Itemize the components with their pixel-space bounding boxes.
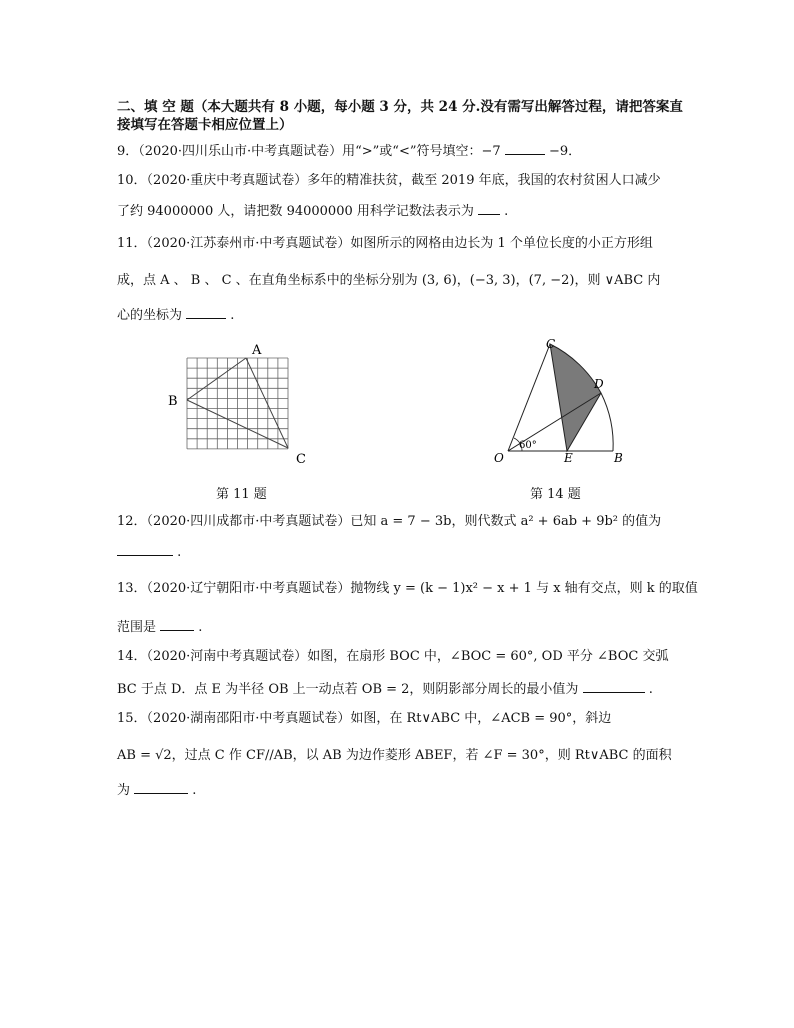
q9-text-a: 9．（2020·四川乐山市·中考真题试卷）用“>”或“<”符号填空：−7 xyxy=(117,144,501,159)
q14-text-a: BC 于点 D．点 E 为半径 OB 上一动点若 OB = 2，则阴影部分周长的最小值为 xyxy=(117,682,579,697)
grid-lines xyxy=(187,358,288,449)
fig14-angle-label: 60° xyxy=(519,440,537,451)
q9-answer-blank[interactable] xyxy=(505,142,545,155)
q11-line1: 11．（2020·江苏泰州市·中考真题试卷）如图所示的网格由边长为 1 个单位长度的小正方形组 xyxy=(117,236,653,251)
q13-line1: 13．（2020·辽宁朝阳市·中考真题试卷）抛物线 y = (k − 1)x² − x + 1 与 x 轴有交点，则 k 的取值 xyxy=(117,581,698,596)
figure-11-grid xyxy=(162,340,312,470)
fig14-label-c: C xyxy=(546,337,556,351)
q15-line3 xyxy=(117,781,196,800)
q15-line1: 15．（2020·湖南邵阳市·中考真题试卷）如图，在 Rt∨ABC 中，∠ACB = 90°，斜边 xyxy=(117,711,612,726)
fig11-label-a: A xyxy=(252,343,262,358)
q13-line2 xyxy=(117,618,202,637)
figure-14-caption: 第 14 题 xyxy=(530,487,581,502)
q11-text-a: 心的坐标为 xyxy=(117,308,183,323)
q11-text-b: . xyxy=(230,308,235,323)
figure-11-caption: 第 11 题 xyxy=(216,487,267,502)
q10-line1: 10．（2020·重庆中考真题试卷）多年的精准扶贫，截至 2019 年底，我国的农村贫困人口减少 xyxy=(117,173,661,188)
q14-line2 xyxy=(117,680,653,699)
q12-text-end: . xyxy=(177,545,182,560)
q15-text-b: . xyxy=(192,783,197,798)
figure-14-sector xyxy=(488,336,638,466)
radius-oc xyxy=(508,344,550,451)
fig14-label-b: B xyxy=(614,451,623,465)
q13-text-b: . xyxy=(198,620,203,635)
section-title-line1: 二、填 空 题（本大题共有 8 小题，每小题 3 分，共 24 分.没有需写出解答过程，请把答案直 xyxy=(117,99,683,115)
triangle-side-ac xyxy=(246,358,288,448)
q15-text-a: 为 xyxy=(117,783,131,798)
q10-text-a: 了约 94000000 人，请把数 94000000 用科学记数法表示为 xyxy=(117,204,474,219)
q12-line2 xyxy=(117,543,181,562)
q13-text-a: 范围是 xyxy=(117,620,157,635)
fig11-label-c: C xyxy=(296,452,306,467)
q14-line1: 14．（2020·河南中考真题试卷）如图，在扇形 BOC 中，∠BOC = 60°, OD 平分 ∠BOC 交弧 xyxy=(117,649,669,664)
q10-line2 xyxy=(117,202,508,221)
q9-text-b: −9． xyxy=(548,144,582,159)
q15-line2: AB = √2，过点 C 作 CF//AB，以 AB 为边作菱形 ABEF，若 ∠F = 30°，则 Rt∨ABC 的面积 xyxy=(117,748,672,763)
q12-answer-blank[interactable] xyxy=(117,543,173,556)
q13-answer-blank[interactable] xyxy=(160,618,194,631)
q15-answer-blank[interactable] xyxy=(134,781,188,794)
section-title-line2: 接填写在答题卡相应位置上） xyxy=(117,117,293,133)
arc-db xyxy=(601,393,613,451)
q10-answer-blank[interactable] xyxy=(478,202,500,215)
q11-line2: 成，点 A 、 B 、 C 、在直角坐标系中的坐标分别为 (3, 6)，(−3, 3)，(7, −2)，则 ∨ABC 内 xyxy=(117,273,661,288)
q14-text-b: . xyxy=(648,682,653,697)
q11-line3 xyxy=(117,306,234,325)
q11-answer-blank[interactable] xyxy=(186,306,226,319)
q14-answer-blank[interactable] xyxy=(583,680,645,693)
fig14-label-o: O xyxy=(494,451,504,465)
fig14-label-d: D xyxy=(594,377,604,391)
question-9 xyxy=(117,142,581,161)
q10-text-b: . xyxy=(504,204,509,219)
fig14-label-e: E xyxy=(564,451,573,465)
fig11-label-b: B xyxy=(168,394,178,409)
q12-line1: 12．（2020·四川成都市·中考真题试卷）已知 a = 7 − 3b，则代数式 a² + 6ab + 9b² 的值为 xyxy=(117,514,662,529)
